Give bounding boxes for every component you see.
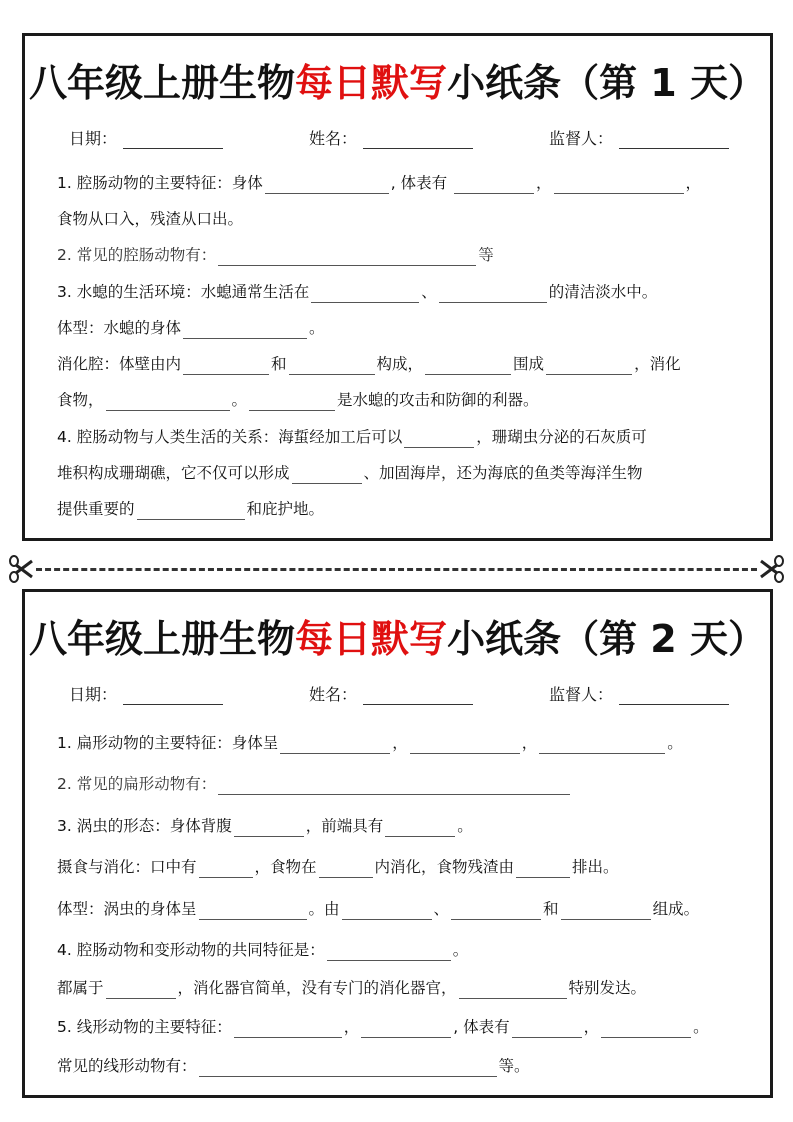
answer-blank[interactable] bbox=[512, 1020, 582, 1038]
supervisor-field[interactable] bbox=[549, 682, 729, 705]
supervisor-blank[interactable] bbox=[619, 130, 729, 149]
answer-blank[interactable] bbox=[404, 430, 474, 448]
date-field[interactable] bbox=[69, 682, 223, 705]
answer-blank[interactable] bbox=[385, 819, 455, 837]
dashed-divider bbox=[36, 568, 757, 571]
date-label: 日期： bbox=[69, 129, 118, 148]
answer-blank[interactable] bbox=[137, 502, 245, 520]
supervisor-label: 监督人： bbox=[549, 129, 614, 148]
date-field[interactable] bbox=[69, 126, 223, 149]
answer-blank[interactable] bbox=[459, 981, 567, 999]
supervisor-label: 监督人： bbox=[549, 685, 614, 704]
title-prefix: 八年级上册生物 bbox=[29, 617, 296, 661]
question-line: 堆积构成珊瑚礁，它不仅可以形成 、加固海岸，还为海底的鱼类等海洋生物 bbox=[57, 464, 643, 482]
answer-blank[interactable] bbox=[319, 860, 373, 878]
question-line: 4. 腔肠动物与人类生活的关系：海蜇经加工后可以 ，珊瑚虫分泌的石灰质可 bbox=[57, 428, 647, 446]
name-field[interactable] bbox=[309, 682, 473, 705]
name-blank[interactable] bbox=[363, 130, 473, 149]
worksheet-day-2 bbox=[22, 589, 773, 1098]
answer-blank[interactable] bbox=[561, 902, 651, 920]
name-blank[interactable] bbox=[363, 686, 473, 705]
answer-blank[interactable] bbox=[199, 860, 253, 878]
answer-blank[interactable] bbox=[218, 248, 476, 266]
question-line: 常见的线形动物有： 等。 bbox=[57, 1057, 530, 1075]
question-line: 消化腔：体壁由内 和 构成， 围成 ，消化 bbox=[57, 355, 681, 373]
name-label: 姓名： bbox=[309, 685, 358, 704]
name-field[interactable] bbox=[309, 126, 473, 149]
question-line: 1. 扁形动物的主要特征：身体呈 ， ， 。 bbox=[57, 734, 683, 752]
date-blank[interactable] bbox=[123, 130, 223, 149]
name-label: 姓名： bbox=[309, 129, 358, 148]
title-highlight: 每日默写 bbox=[295, 617, 448, 661]
answer-blank[interactable] bbox=[361, 1020, 451, 1038]
question-line: 3. 涡虫的形态：身体背腹 ，前端具有 。 bbox=[57, 817, 473, 835]
answer-blank[interactable] bbox=[218, 777, 570, 795]
title-prefix: 八年级上册生物 bbox=[29, 61, 296, 105]
answer-blank[interactable] bbox=[451, 902, 541, 920]
question-line: 体型：涡虫的身体呈 。由 、 和 组成。 bbox=[57, 900, 700, 918]
scissors-icon bbox=[757, 554, 787, 584]
answer-blank[interactable] bbox=[199, 902, 307, 920]
question-line: 提供重要的 和庇护地。 bbox=[57, 500, 325, 518]
supervisor-blank[interactable] bbox=[619, 686, 729, 705]
date-label: 日期： bbox=[69, 685, 118, 704]
answer-blank[interactable] bbox=[234, 819, 304, 837]
question-line: 1. 腔肠动物的主要特征：身体 , 体表有 ， ， bbox=[57, 174, 702, 192]
answer-blank[interactable] bbox=[292, 466, 362, 484]
answer-blank[interactable] bbox=[601, 1020, 691, 1038]
supervisor-field[interactable] bbox=[549, 126, 729, 149]
meta-row bbox=[25, 682, 770, 712]
question-line: 4. 腔肠动物和变形动物的共同特征是： 。 bbox=[57, 941, 469, 959]
worksheet-title bbox=[25, 614, 770, 664]
answer-blank[interactable] bbox=[183, 321, 307, 339]
question-line: 食物从口入，残渣从口出。 bbox=[57, 210, 244, 228]
question-line: 2. 常见的扁形动物有： bbox=[57, 773, 572, 795]
answer-blank[interactable] bbox=[439, 285, 547, 303]
answer-blank[interactable] bbox=[249, 393, 335, 411]
answer-blank[interactable] bbox=[265, 176, 389, 194]
question-line: 食物， 。 是水螅的攻击和防御的利器。 bbox=[57, 391, 539, 409]
question-line: 体型：水螅的身体 。 bbox=[57, 319, 325, 337]
answer-blank[interactable] bbox=[106, 393, 230, 411]
answer-blank[interactable] bbox=[199, 1059, 497, 1077]
answer-blank[interactable] bbox=[454, 176, 534, 194]
question-line: 5. 线形动物的主要特征： ， , 体表有 ， 。 bbox=[57, 1018, 709, 1036]
answer-blank[interactable] bbox=[311, 285, 419, 303]
question-line: 2. 常见的腔肠动物有： 等 bbox=[57, 246, 494, 264]
answer-blank[interactable] bbox=[327, 943, 451, 961]
scissors-icon bbox=[6, 554, 36, 584]
question-line: 都属于 ，消化器官简单，没有专门的消化器官， 特别发达。 bbox=[57, 979, 647, 997]
worksheet-title bbox=[25, 58, 770, 108]
meta-row bbox=[25, 126, 770, 156]
answer-blank[interactable] bbox=[410, 736, 520, 754]
cut-line bbox=[0, 552, 793, 586]
answer-blank[interactable] bbox=[289, 357, 375, 375]
date-blank[interactable] bbox=[123, 686, 223, 705]
title-suffix: 小纸条（第 2 天） bbox=[447, 617, 766, 661]
question-line: 摄食与消化：口中有 ，食物在 内消化，食物残渣由 排出。 bbox=[57, 858, 619, 876]
answer-blank[interactable] bbox=[342, 902, 432, 920]
answer-blank[interactable] bbox=[546, 357, 632, 375]
title-highlight: 每日默写 bbox=[295, 61, 448, 105]
answer-blank[interactable] bbox=[539, 736, 665, 754]
answer-blank[interactable] bbox=[516, 860, 570, 878]
question-line: 3. 水螅的生活环境：水螅通常生活在 、 的清洁淡水中。 bbox=[57, 283, 658, 301]
answer-blank[interactable] bbox=[554, 176, 684, 194]
answer-blank[interactable] bbox=[425, 357, 511, 375]
worksheet-day-1 bbox=[22, 33, 773, 541]
answer-blank[interactable] bbox=[106, 981, 176, 999]
answer-blank[interactable] bbox=[234, 1020, 342, 1038]
title-suffix: 小纸条（第 1 天） bbox=[447, 61, 766, 105]
answer-blank[interactable] bbox=[183, 357, 269, 375]
answer-blank[interactable] bbox=[280, 736, 390, 754]
